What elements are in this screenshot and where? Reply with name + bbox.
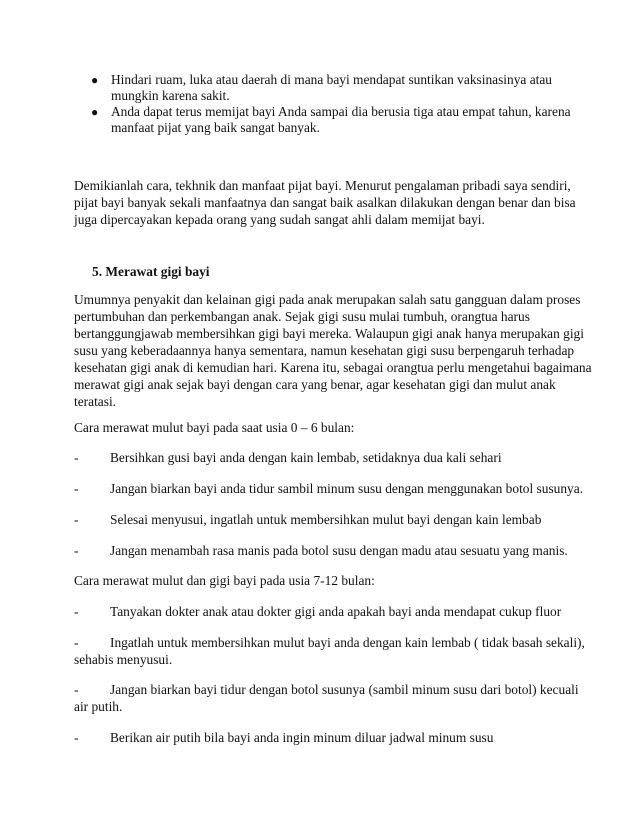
paragraph-line: Demikianlah cara, tekhnik dan manfaat pijat bayi. Menurut pengalaman pribadi saya sendiri, — [74, 178, 571, 193]
paragraph-line: kesehatan gigi anak di kemudian hari. Karena itu, sebagai orangtua perlu mengetahui bagaimana — [74, 360, 592, 375]
dash-marker: - — [74, 635, 79, 650]
dash-marker: - — [74, 604, 79, 619]
paragraph-line: pijat bayi banyak sekali manfaatnya dan sangat baik asalkan dilakukan dengan benar dan bisa — [74, 195, 576, 210]
dash-marker: - — [74, 450, 79, 465]
paragraph-line: pertumbuhan dan perkembangan anak. Sejak gigi susu mulai tumbuh, orangtua harus — [74, 309, 530, 324]
dash-marker: - — [74, 543, 79, 558]
list-item: Berikan air putih bila bayi anda ingin minum diluar jadwal minum susu — [110, 730, 494, 745]
list-item: Bersihkan gusi bayi anda dengan kain lembab, setidaknya dua kali sehari — [110, 450, 502, 465]
bullet-text-line: manfaat pijat yang baik sangat banyak. — [111, 120, 320, 135]
section-heading: 5. Merawat gigi bayi — [92, 264, 210, 279]
list-item: Jangan biarkan bayi anda tidur sambil minum susu dengan menggunakan botol susunya. — [110, 481, 584, 496]
list-item: Jangan biarkan bayi tidur dengan botol susunya (sambil minum susu dari botol) kecuali — [110, 682, 579, 697]
dash-marker: - — [74, 682, 79, 697]
list-item: Jangan menambah rasa manis pada botol susu dengan madu atau sesuatu yang manis. — [110, 543, 568, 558]
bullet-text-line: Hindari ruam, luka atau daerah di mana bayi mendapat suntikan vaksinasinya atau — [111, 72, 552, 87]
bullet-icon: ● — [91, 73, 99, 87]
paragraph-line: bertanggungjawab membersihkan gigi bayi mereka. Walaupun gigi anak hanya merupakan gigi — [74, 326, 584, 341]
list-item-continuation: sehabis menyusui. — [74, 652, 173, 667]
dash-marker: - — [74, 730, 79, 745]
bullet-text-line: mungkin karena sakit. — [111, 88, 230, 103]
paragraph-line: juga dipercayakan kepada orang yang sudah sangat ahli dalam memijat bayi. — [74, 212, 485, 227]
list-item: Tanyakan dokter anak atau dokter gigi anda apakah bayi anda mendapat cukup fluor — [110, 604, 562, 619]
subsection-title: Cara merawat mulut dan gigi bayi pada usia 7-12 bulan: — [74, 573, 375, 588]
bullet-icon: ● — [91, 105, 99, 119]
paragraph-line: merawat gigi anak sejak bayi dengan cara yang benar, agar kesehatan gigi dan mulut anak — [74, 377, 556, 392]
dash-marker: - — [74, 481, 79, 496]
paragraph-line: Umumnya penyakit dan kelainan gigi pada anak merupakan salah satu gangguan dalam proses — [74, 292, 581, 307]
bullet-text-line: Anda dapat terus memijat bayi Anda sampai dia berusia tiga atau empat tahun, karena — [111, 104, 571, 119]
paragraph-line: teratasi. — [74, 394, 117, 409]
dash-marker: - — [74, 512, 79, 527]
list-item-continuation: air putih. — [74, 699, 123, 714]
list-item: Selesai menyusui, ingatlah untuk membersihkan mulut bayi dengan kain lembab — [110, 512, 542, 527]
subsection-title: Cara merawat mulut bayi pada saat usia 0 – 6 bulan: — [74, 420, 355, 435]
list-item: Ingatlah untuk membersihkan mulut bayi anda dengan kain lembab ( tidak basah sekali), — [110, 635, 585, 650]
paragraph-line: susu yang keberadaannya hanya sementara, namun kesehatan gigi susu berpengaruh terhadap — [74, 343, 575, 358]
